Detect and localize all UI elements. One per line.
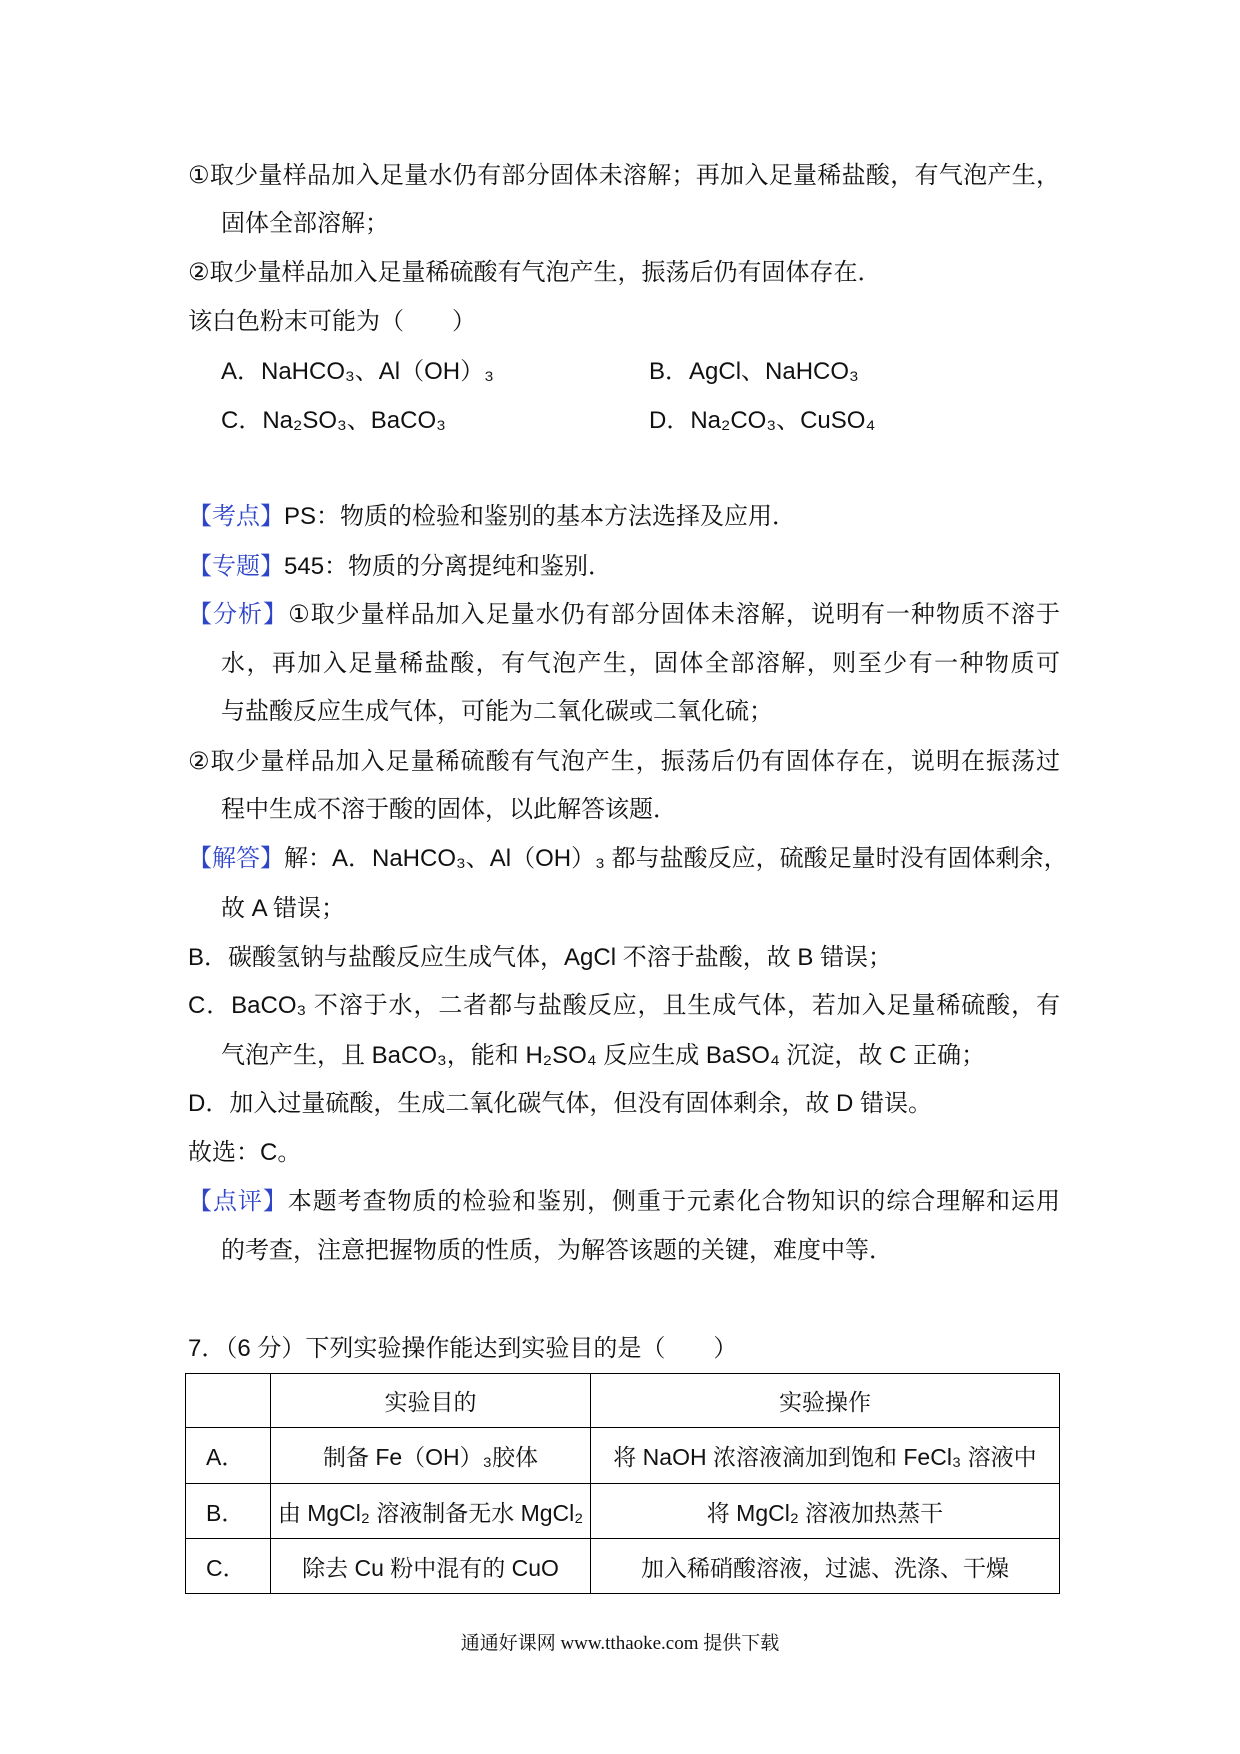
- kaodian-line: [188, 492, 796, 541]
- jieda-label: 【解答】: [188, 845, 284, 872]
- row-label: C．: [186, 1539, 271, 1594]
- purpose-cell: 制备 Fe（OH）₃胶体: [271, 1428, 591, 1484]
- jieda-line-2: 故 A 错误；: [221, 895, 346, 922]
- operation-cell: 将 NaOH 浓溶液滴加到饱和 FeCl₃ 溶液中: [591, 1428, 1060, 1484]
- jieda-line-1: [188, 834, 1068, 883]
- q6-prompt: 该白色粉末可能为（ ）: [188, 308, 476, 335]
- row-label: A．: [186, 1428, 271, 1484]
- fenxi-line-2: 水，再加入足量稀盐酸，有气泡产生，固体全部溶解，则至少有一种物质可: [221, 650, 1060, 677]
- table-row: [186, 1428, 1060, 1484]
- jieda-line-3: B．碳酸氢钠与盐酸反应生成气体，AgCl 不溶于盐酸，故 B 错误；: [188, 944, 893, 971]
- table-row: [186, 1539, 1060, 1594]
- table-header-row: [186, 1374, 1060, 1428]
- option-b: B．AgCl、NaHCO₃: [649, 358, 859, 385]
- operation-cell: 将 MgCl₂ 溶液加热蒸干: [591, 1484, 1060, 1539]
- jieda-text-1: 解：A．NaHCO₃、Al（OH）₃ 都与盐酸反应，硫酸足量时没有固体剩余，: [284, 845, 1068, 872]
- q6-condition-1-line-1: ①取少量样品加入足量水仍有部分固体未溶解；再加入足量稀盐酸，有气泡产生，: [188, 162, 1060, 189]
- experiment-table: [185, 1373, 1060, 1594]
- kaodian-text: PS：物质的检验和鉴别的基本方法选择及应用．: [284, 503, 797, 530]
- dianping-label: 【点评】: [188, 1188, 288, 1215]
- table-header-purpose: 实验目的: [271, 1374, 591, 1428]
- dianping-line-2: 的考查，注意把握物质的性质，为解答该题的关键，难度中等．: [221, 1237, 893, 1264]
- operation-cell: 加入稀硝酸溶液，过滤、洗涤、干燥: [591, 1539, 1060, 1594]
- table-row: [186, 1484, 1060, 1539]
- jieda-line-6: D．加入过量硫酸，生成二氧化碳气体，但没有固体剩余，故 D 错误。: [188, 1090, 932, 1117]
- dianping-line-1: [188, 1177, 1060, 1226]
- option-d: D．Na₂CO₃、CuSO₄: [649, 407, 876, 434]
- purpose-cell: 除去 Cu 粉中混有的 CuO: [271, 1539, 591, 1594]
- option-a: A．NaHCO₃、Al（OH）₃: [221, 358, 494, 385]
- answer-line: 故选：C。: [188, 1139, 302, 1166]
- purpose-cell: 由 MgCl₂ 溶液制备无水 MgCl₂: [271, 1484, 591, 1539]
- table-header-operation: 实验操作: [591, 1374, 1060, 1428]
- fenxi-text-1: ①取少量样品加入足量水仍有部分固体未溶解，说明有一种物质不溶于: [288, 601, 1061, 628]
- fenxi-line-3: 与盐酸反应生成气体，可能为二氧化碳或二氧化硫；: [221, 698, 773, 725]
- dianping-text-1: 本题考查物质的检验和鉴别，侧重于元素化合物知识的综合理解和运用: [287, 1188, 1060, 1215]
- fenxi-line-5: 程中生成不溶于酸的固体，以此解答该题．: [221, 796, 677, 823]
- table-header-blank: [186, 1374, 271, 1428]
- fenxi-line-4: ②取少量样品加入足量稀硫酸有气泡产生，振荡后仍有固体存在，说明在振荡过: [188, 748, 1060, 775]
- q6-condition-2: ②取少量样品加入足量稀硫酸有气泡产生，振荡后仍有固体存在．: [188, 259, 882, 286]
- row-label: B．: [186, 1484, 271, 1539]
- zhuanti-text: 545：物质的分离提纯和鉴别．: [284, 553, 613, 580]
- zhuanti-label: 【专题】: [188, 553, 284, 580]
- fenxi-label: 【分析】: [188, 601, 289, 628]
- page-footer: 通通好课网 www.tthaoke.com 提供下载: [460, 1633, 780, 1654]
- experiment-table-wrapper: [185, 1373, 1060, 1594]
- jieda-line-4: C．BaCO₃ 不溶于水，二者都与盐酸反应，且生成气体，若加入足量稀硫酸，有: [188, 992, 1060, 1019]
- q7-stem: 7．（6 分）下列实验操作能达到实验目的是（ ）: [188, 1335, 738, 1362]
- option-c: C．Na₂SO₃、BaCO₃: [221, 407, 446, 434]
- fenxi-line-1: [188, 590, 1060, 639]
- q6-condition-1-line-2: 固体全部溶解；: [221, 210, 389, 237]
- jieda-line-5: 气泡产生，且 BaCO₃，能和 H₂SO₄ 反应生成 BaSO₄ 沉淀，故 C 正确；: [221, 1042, 986, 1069]
- kaodian-label: 【考点】: [188, 503, 284, 530]
- zhuanti-line: [188, 542, 612, 591]
